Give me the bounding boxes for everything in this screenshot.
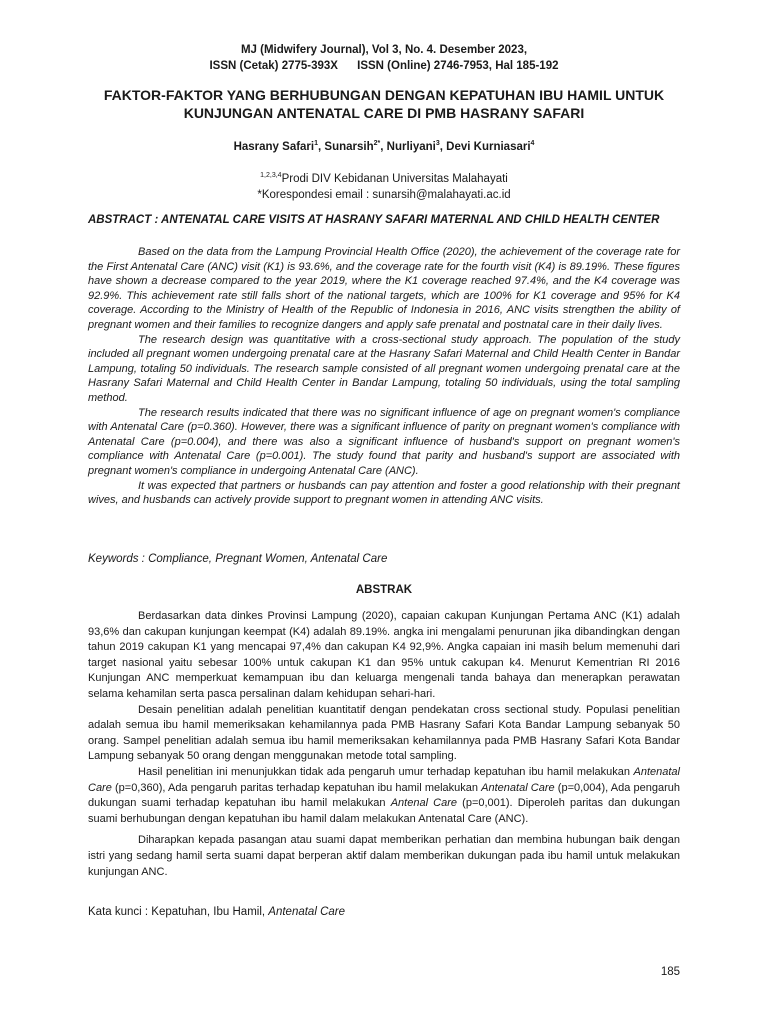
abstract-paragraph: It was expected that partners or husbands can pay attention and foster a good relationship with their pregnant wives, and husbands can actively provide support to pregnant women in attending ANC visits. bbox=[88, 479, 680, 507]
abstract-english bbox=[88, 245, 680, 508]
abstrak-paragraph bbox=[88, 765, 680, 827]
affiliation-institution: Prodi DIV Kebidanan Universitas Malahayati bbox=[281, 172, 508, 185]
journal-issn: ISSN (Cetak) 2775-393X ISSN (Online) 2746-7953, Hal 185-192 bbox=[209, 60, 559, 72]
title-line-2: KUNJUNGAN ANTENATAL CARE DI PMB HASRANY SAFARI bbox=[183, 105, 585, 121]
keywords-english: Keywords : Compliance, Pregnant Women, Antenatal Care bbox=[88, 553, 388, 565]
title-line-1: FAKTOR-FAKTOR YANG BERHUBUNGAN DENGAN KEPATUHAN IBU HAMIL UNTUK bbox=[103, 87, 665, 103]
author-list: Hasrany Safari$^1$, Sunarsih$^{2*}$, Nurliyani$^3$, Devi Kurniasari$^4$ bbox=[233, 140, 535, 153]
affiliation bbox=[0, 168, 768, 203]
abstrak-paragraph: Berdasarkan data dinkes Provinsi Lampung (2020), capaian cakupan Kunjungan Pertama ANC (K1) adalah 93,6% dan cakupan kunjungan keempat (K4) adalah 89.19%. angka ini mengalami penurunan jika dibandingkan dengan tahun 2019 cakupan K1 yang mencapai 97,4% dan cakupan K4 92,9%. Angka capaian ini masih belum memenuhi dari target nasional yaitu sebesar 100% untuk cakupan K1 dan 95% untuk cakupan k4. Menurut Kementrian RI 2016 Kunjungan ANC memperkuat kemampuan ibu dan keluarga mengenali tanda bahaya dan menerapkan perawatan selama kehamilan serta pasca persalinan dalam kehidupan sehari-hari. bbox=[88, 610, 680, 700]
abstract-paragraph: The research results indicated that there was no significant influence of age on pregnant women's compliance with Antenatal Care (p=0.360). However, there was a significant influence of parity on pregnant women's compliance with Antenatal Care (p=0.004), and there was also a significant influence of husband's support on pregnant women's compliance with Antenatal Care (p=0.001). The study found that parity and husband's support are associated with pregnant women's compliance in undergoing Antenatal Care (ANC). bbox=[88, 406, 680, 477]
italic-term: Antenatal Care bbox=[481, 781, 555, 794]
text-run: (p=0,001). Diperoleh paritas dan dukungan suami berhubungan dengan kepatuhan ibu hamil dalam melakukan Antenatal Care (ANC). bbox=[88, 797, 680, 825]
author-sup: 2* bbox=[373, 140, 381, 147]
correspondence-email: *Korespondesi email : sunarsih@malahayati.ac.id bbox=[257, 188, 511, 201]
italic-term: Antenatal Care bbox=[88, 765, 680, 794]
author-name: Hasrany Safari bbox=[233, 140, 315, 153]
kata-kunci-label: Kata kunci : Kepatuhan, Ibu Hamil, bbox=[88, 906, 269, 918]
kata-kunci bbox=[88, 906, 680, 918]
kata-kunci-italic: Antenatal Care bbox=[268, 906, 345, 918]
paper-title bbox=[60, 86, 708, 122]
author-sup: 1 bbox=[314, 140, 319, 147]
abstrak-paragraph: Desain penelitian adalah penelitian kuantitatif dengan pendekatan cross sectional study. Populasi penelitian adalah semua ibu hamil memeriksakan kehamilannya pada PMB Hasrany Safari Kota Bandar Lampung sebanyak 50 orang. Sampel penelitian adalah semua ibu hamil memeriksakan kehamilannya pada PMB Hasrany Safari Kota Bandar Lampung sebanyak 50 orang dengan menggunakan metode total sampling. bbox=[88, 703, 680, 763]
author-sup: 4 bbox=[530, 140, 535, 147]
author-name: Devi Kurniasari bbox=[446, 140, 531, 153]
abstract-paragraph: The research design was quantitative with a cross-sectional study approach. The population of the study included all pregnant women undergoing prenatal care at the Hasrany Safari Maternal and Child Health Center in Bandar Lampung, totaling 50 individuals. The research sample consisted of all pregnant women undergoing prenatal care at the Hasrany Safari Maternal and Child Health Center in Bandar Lampung, totaling 50 individuals, using the total sampling method. bbox=[88, 333, 680, 404]
abstrak-paragraph: Diharapkan kepada pasangan atau suami dapat memberikan perhatian dan membina hubungan baik dengan istri yang sedang hamil serta suami dapat berperan aktif dalam memberikan dukungan pada ibu hamil untuk melakukan kunjungan ANC. bbox=[88, 834, 680, 878]
text-run: (p=0,360), Ada pengaruh paritas terhadap kepatuhan ibu hamil melakukan bbox=[111, 781, 482, 794]
abstract-heading: ABSTRACT : ANTENATAL CARE VISITS AT HASRANY SAFARI MATERNAL AND CHILD HEALTH CENTER bbox=[88, 214, 660, 226]
author-name: Nurliyani bbox=[386, 140, 436, 153]
italic-term: Antenal Care bbox=[390, 797, 458, 810]
affiliation-sup: 1,2,3,4 bbox=[260, 172, 282, 179]
journal-citation: MJ (Midwifery Journal), Vol 3, No. 4. Desember 2023, bbox=[240, 44, 528, 56]
page-number: 185 bbox=[660, 966, 680, 978]
abstrak-indonesian bbox=[88, 609, 680, 880]
text-run: (p=0,004), Ada pengaruh dukungan suami terhadap kepatuhan ibu hamil melakukan bbox=[88, 781, 680, 810]
text-run: Hasil penelitian ini menunjukkan tidak ada pengaruh umur terhadap kepatuhan ibu hamil melakukan bbox=[138, 765, 634, 778]
journal-header bbox=[0, 42, 768, 74]
abstract-paragraph: Based on the data from the Lampung Provincial Health Office (2020), the achievement of the coverage rate for the First Antenatal Care (ANC) visit (K1) is 93.6%, and the coverage rate for the fourth visit (K4) is 89.19%. These figures have shown a decrease compared to the year 2019, where the K1 coverage reached 97.4%, and the K4 coverage was 92.9%. This achievement rate still falls short of the national targets, which are 100% for K1 coverage and 95% for K4 coverage. According to the Ministry of Health of the Republic of Indonesia in 2016, ANC visits strengthen the ability of pregnant women and their families to recognize dangers and apply safe prenatal and postnatal care in their daily lives. bbox=[88, 246, 680, 331]
author-sup: 3 bbox=[435, 140, 440, 147]
author-name: Sunarsih bbox=[324, 140, 374, 153]
abstrak-heading: ABSTRAK bbox=[355, 584, 413, 596]
